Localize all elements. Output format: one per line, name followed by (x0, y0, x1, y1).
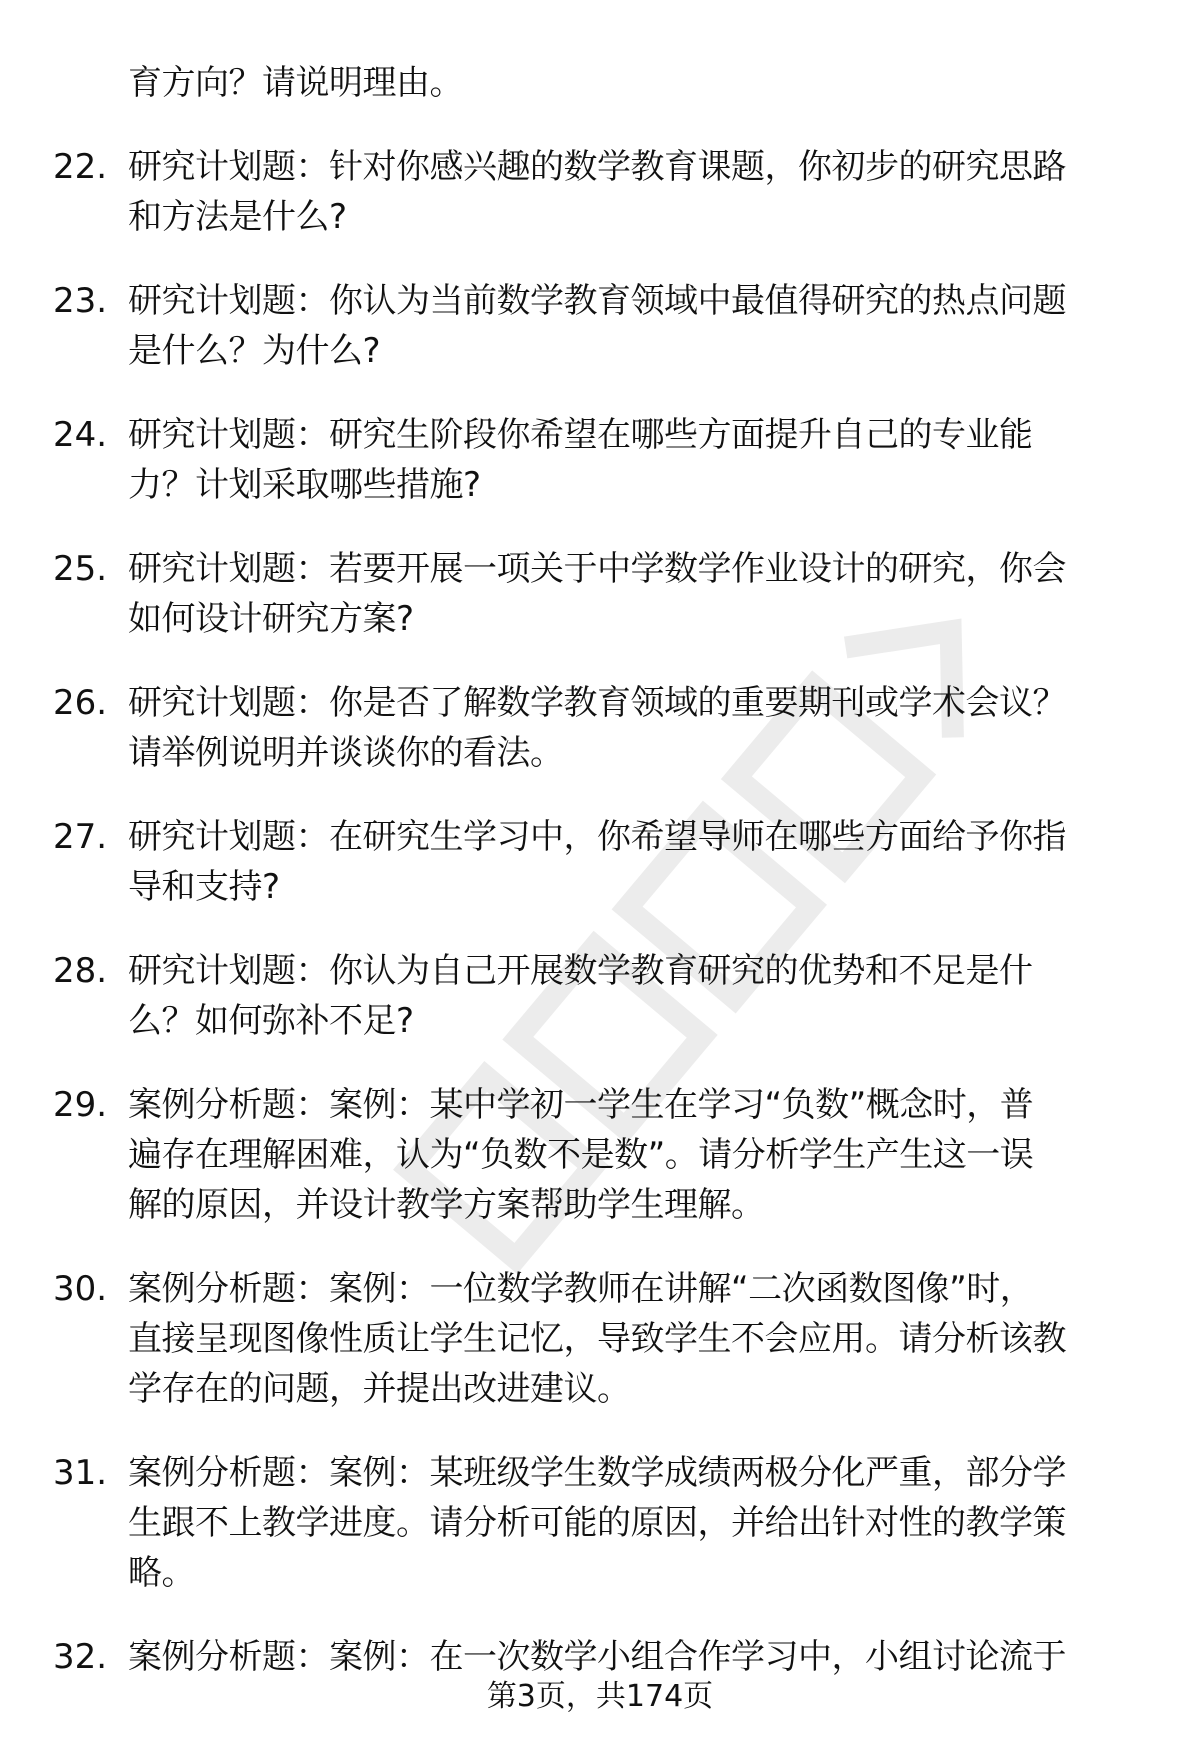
question-item (0, 142, 1200, 242)
question-number: 23. (53, 281, 108, 321)
question-item (0, 410, 1200, 510)
question-item (0, 1080, 1200, 1230)
question-text-line: 研究计划题：你认为自己开展数学教育研究的优势和不足是什 (128, 951, 1033, 991)
question-number: 28. (53, 951, 108, 991)
question-item (0, 58, 1200, 108)
question-number: 25. (53, 549, 108, 589)
question-number: 27. (53, 817, 108, 857)
question-text-line: 解的原因，并设计教学方案帮助学生理解。 (128, 1185, 765, 1225)
question-item (0, 1448, 1200, 1598)
question-item (0, 544, 1200, 644)
question-text-line: 学存在的问题，并提出改进建议。 (128, 1369, 631, 1409)
question-text-line: 请举例说明并谈谈你的看法。 (128, 733, 564, 773)
question-text-line: 案例分析题：案例：一位数学教师在讲解“二次函数图像”时， (128, 1269, 1034, 1309)
question-text-line: 案例分析题：案例：某中学初一学生在学习“负数”概念时，普 (128, 1085, 1034, 1125)
question-number: 30. (53, 1269, 108, 1309)
question-item (0, 678, 1200, 778)
question-number: 24. (53, 415, 108, 455)
question-text-line: 案例分析题：案例：在一次数学小组合作学习中，小组讨论流于 (128, 1637, 1066, 1677)
question-text-line: 么？如何弥补不足? (128, 1001, 414, 1041)
question-number: 26. (53, 683, 108, 723)
question-item (0, 276, 1200, 376)
question-text-line: 研究计划题：研究生阶段你希望在哪些方面提升自己的专业能 (128, 415, 1033, 455)
question-number: 29. (53, 1085, 108, 1125)
question-number: 32. (53, 1637, 108, 1677)
question-item (0, 812, 1200, 912)
question-text-line: 和方法是什么? (128, 197, 347, 237)
question-text-line: 研究计划题：你是否了解数学教育领域的重要期刊或学术会议？ (128, 683, 1066, 723)
question-number: 31. (53, 1453, 108, 1493)
question-text-line: 案例分析题：案例：某班级学生数学成绩两极分化严重，部分学 (128, 1453, 1066, 1493)
question-text-line: 如何设计研究方案? (128, 599, 414, 639)
question-text-line: 力？计划采取哪些措施? (128, 465, 481, 505)
question-text-line: 研究计划题：在研究生学习中，你希望导师在哪些方面给予你指 (128, 817, 1066, 857)
question-item (0, 946, 1200, 1046)
question-item (0, 1264, 1200, 1414)
question-text-line: 育方向？请说明理由。 (128, 63, 463, 103)
question-text-line: 略。 (128, 1553, 195, 1593)
question-text-line: 遍存在理解困难，认为“负数不是数”。请分析学生产生这一误 (128, 1135, 1034, 1175)
question-number: 22. (53, 147, 108, 187)
question-text-line: 生跟不上教学进度。请分析可能的原因，并给出针对性的教学策 (128, 1503, 1066, 1543)
question-text-line: 研究计划题：你认为当前数学教育领域中最值得研究的热点问题 (128, 281, 1066, 321)
question-list (0, 58, 1200, 1716)
page-number-footer: 第3页，共174页 (486, 1679, 714, 1714)
question-text-line: 导和支持? (128, 867, 280, 907)
question-text-line: 是什么？为什么? (128, 331, 381, 371)
question-text-line: 直接呈现图像性质让学生记忆，导致学生不会应用。请分析该教 (128, 1319, 1066, 1359)
question-text-line: 研究计划题：若要开展一项关于中学数学作业设计的研究，你会 (128, 549, 1066, 589)
question-text-line: 研究计划题：针对你感兴趣的数学教育课题，你初步的研究思路 (128, 147, 1066, 187)
